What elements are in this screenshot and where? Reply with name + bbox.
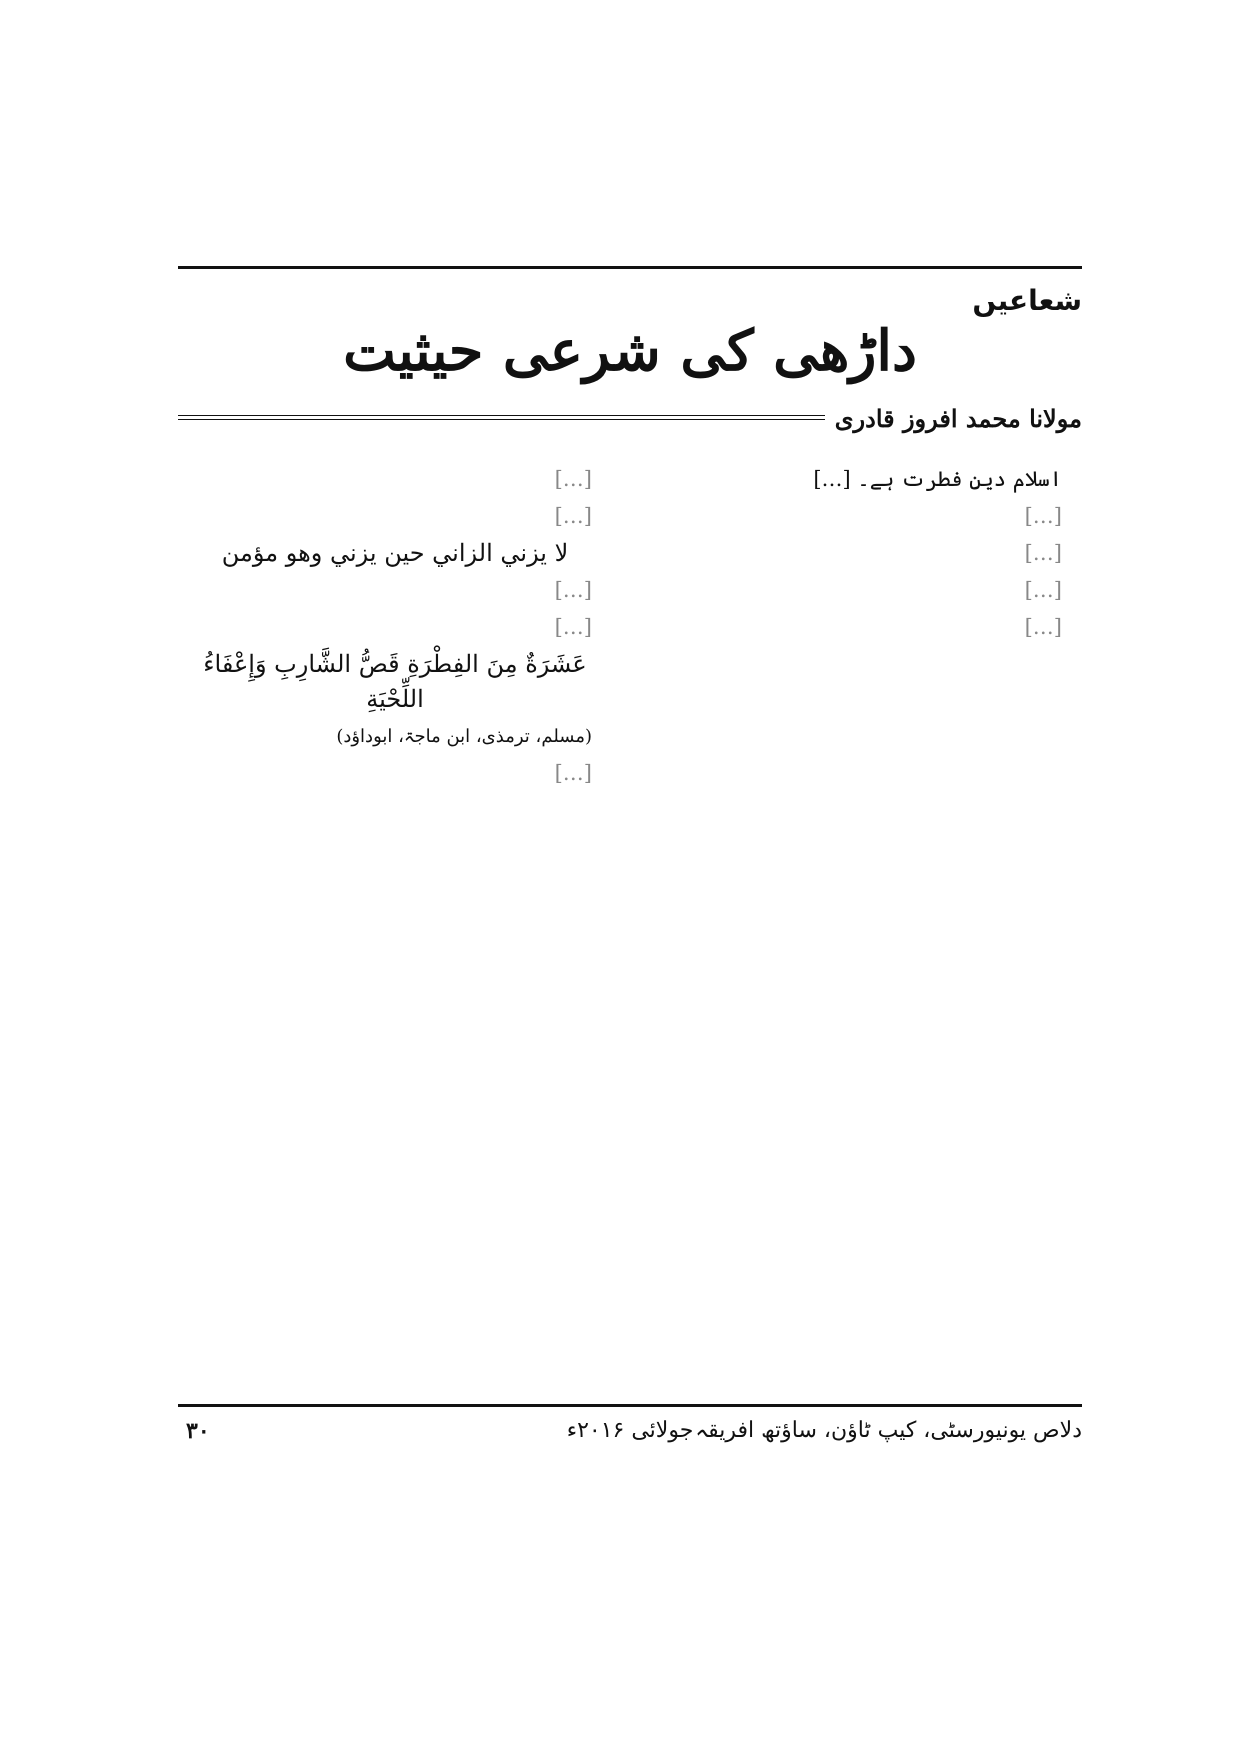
- paragraph: اسلام دینِ فطرت ہے۔ […]: [813, 467, 1062, 491]
- column-left: [178, 462, 612, 793]
- arabic-quote: عَشَرَةٌ مِنَ الفِطْرَةِ قَصُّ الشَّارِبِ وَإِعْفَاءُ اللِّحْيَةِ: [203, 650, 587, 713]
- page-number: ۳۰: [186, 1418, 210, 1444]
- column-right: [648, 462, 1082, 647]
- paragraph: […]: [1024, 615, 1062, 639]
- byline: [178, 404, 1082, 454]
- paragraph: […]: [554, 578, 592, 602]
- section-label: شعاعیں: [972, 284, 1082, 317]
- paragraph: […]: [554, 615, 592, 639]
- paragraph: […]: [1024, 504, 1062, 528]
- bottom-rule: [178, 1404, 1082, 1407]
- footer-issue: جولائی ۲۰۱۶ء: [566, 1418, 694, 1443]
- article-title: داڑھی کی شرعی حیثیت: [343, 318, 917, 384]
- paragraph: […]: [554, 467, 592, 491]
- author-name: مولانا محمد افروز قادری: [825, 404, 1082, 433]
- paragraph: […]: [1024, 541, 1062, 565]
- paragraph: […]: [554, 504, 592, 528]
- page-footer: [178, 1418, 1082, 1458]
- arabic-quote: لا یزني الزاني حین یزني وھو مؤمن: [221, 539, 569, 567]
- paragraph: […]: [554, 761, 592, 785]
- footer-publisher: دلاص یونیورسٹی، کیپ ٹاؤن، ساؤتھ افریقہ: [695, 1418, 1082, 1443]
- top-rule: [178, 266, 1082, 269]
- citation: (مسلم، ترمذی، ابن ماجۃ، ابوداؤد): [336, 726, 592, 747]
- paragraph: […]: [1024, 578, 1062, 602]
